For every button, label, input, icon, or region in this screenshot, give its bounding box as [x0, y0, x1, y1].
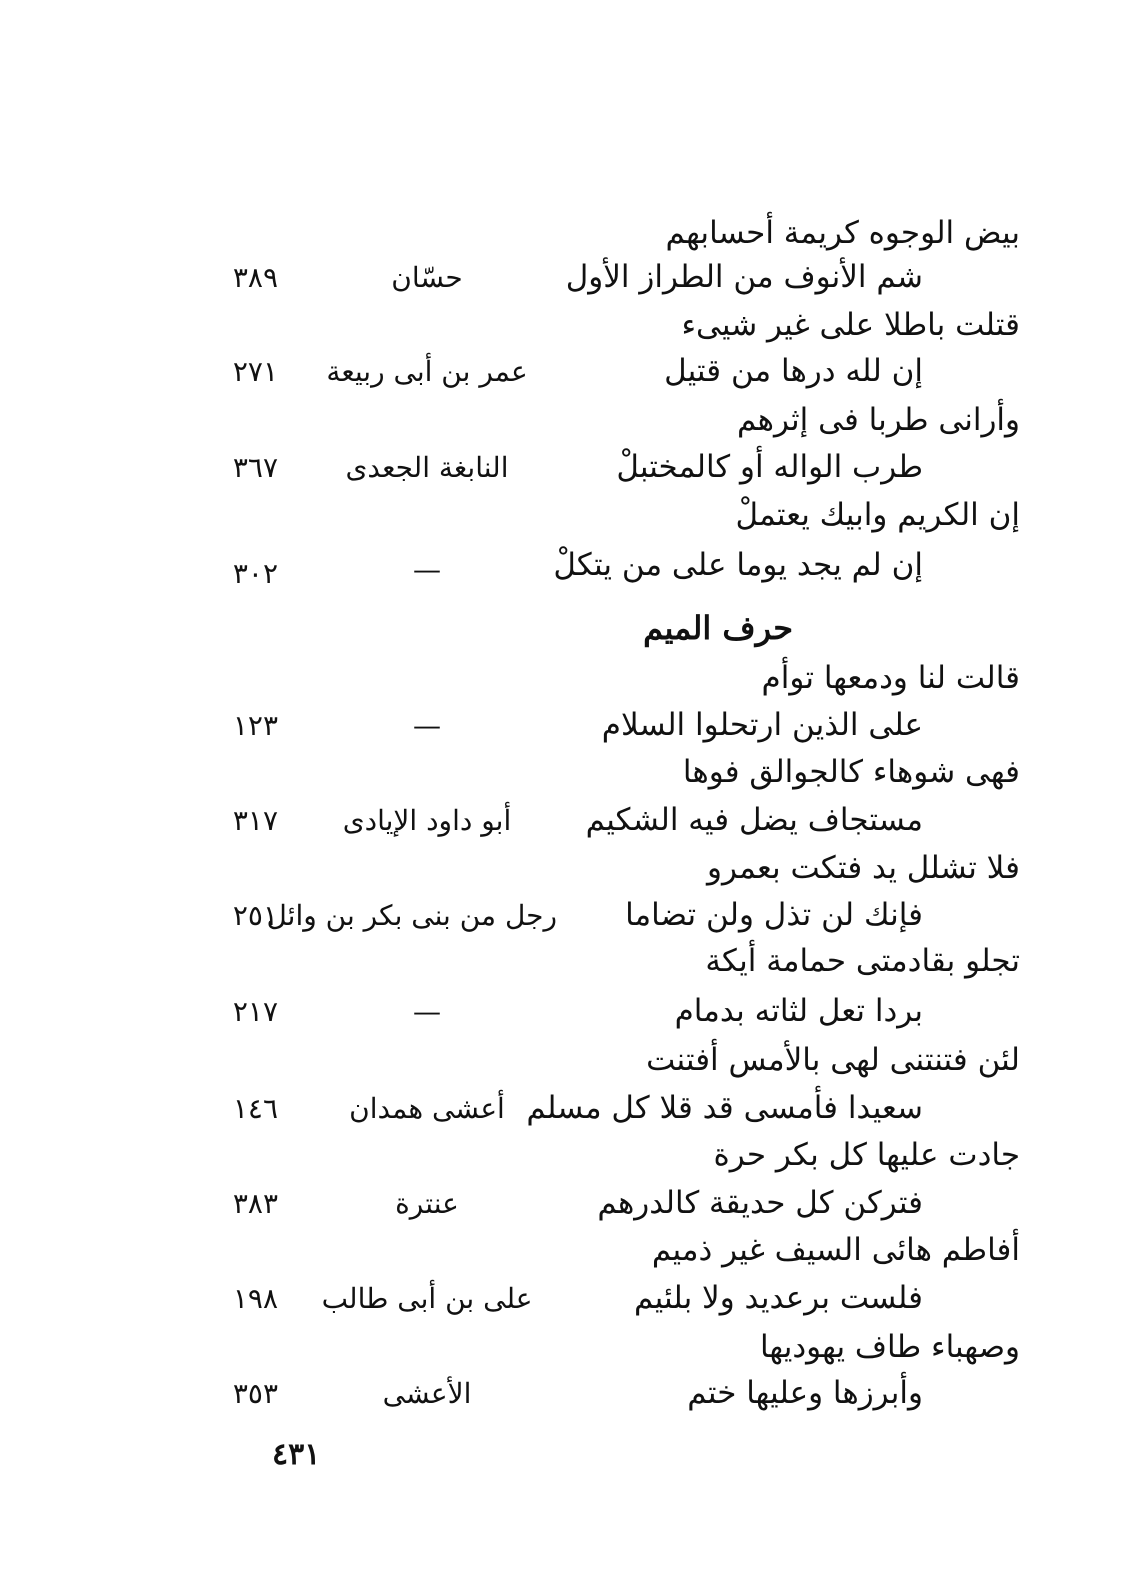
verse-second-hemistich: وأبرزها وعليها ختم — [687, 1375, 923, 1411]
poet-name: أعشى همدان — [349, 1092, 505, 1125]
page-reference: ١٩٨ — [232, 1282, 278, 1315]
verse-first-hemistich: فهى شوهاء كالجوالق فوها — [682, 754, 1020, 790]
verse-first-hemistich: تجلو بقادمتى حمامة أيكة — [705, 943, 1020, 979]
poet-name: أبو داود الإيادى — [342, 804, 512, 837]
page-reference: ١٤٦ — [232, 1092, 278, 1125]
poet-name: رجل من بنى بكر بن وائل — [266, 899, 557, 932]
verse-first-hemistich: جادت عليها كل بكر حرة — [713, 1137, 1020, 1173]
verse-second-hemistich: فتركن كل حديقة كالدرهم — [597, 1185, 923, 1221]
page-reference: ٣١٧ — [232, 804, 278, 837]
page-reference: ١٢٣ — [232, 709, 278, 742]
verse-second-hemistich: على الذين ارتحلوا السلام — [601, 707, 923, 743]
verse-second-hemistich: شم الأنوف من الطراز الأول — [565, 259, 923, 295]
verse-second-hemistich: طرب الواله أو كالمختبلْ — [616, 449, 923, 485]
page-reference: ٣٦٧ — [232, 451, 278, 484]
poet-name: على بن أبى طالب — [321, 1282, 533, 1315]
verse-first-hemistich: وصهباء طاف يهوديها — [759, 1329, 1020, 1365]
verse-second-hemistich: فإنك لن تذل ولن تضاما — [625, 897, 923, 933]
verse-first-hemistich: قالت لنا ودمعها توأم — [761, 660, 1020, 696]
poet-name: النابغة الجعدى — [345, 451, 509, 484]
section-title: حرف الميم — [643, 609, 793, 647]
verse-first-hemistich: بيض الوجوه كريمة أحسابهم — [665, 215, 1020, 251]
verse-first-hemistich: أفاطم هائى السيف غير ذميم — [651, 1232, 1020, 1268]
verse-first-hemistich: فلا تشلل يد فتكت بعمرو — [707, 850, 1020, 886]
poet-name: — — [413, 709, 441, 742]
page-reference: ٣٨٩ — [232, 261, 278, 294]
page-reference: ٣٥٣ — [232, 1377, 278, 1410]
verse-first-hemistich: وأرانى طربا فى إثرهم — [736, 402, 1020, 438]
page-reference: ٢٧١ — [232, 355, 278, 388]
page-reference: ٢١٧ — [232, 995, 278, 1028]
page-reference: ٣٨٣ — [232, 1187, 278, 1220]
verse-second-hemistich: بردا تعل لثاته بدمام — [674, 993, 923, 1029]
page-reference: ٢٥١ — [232, 899, 278, 932]
verse-first-hemistich: قتلت باطلا على غير شيىء — [681, 307, 1020, 343]
verse-second-hemistich: إن لله درها من قتيل — [664, 353, 923, 389]
verse-first-hemistich: إن الكريم وابيك يعتملْ — [735, 497, 1020, 533]
poet-name: حسّان — [391, 261, 463, 294]
verse-second-hemistich: سعيدا فأمسى قد قلا كل مسلم — [526, 1090, 923, 1126]
page-number: ٤٣١ — [272, 1437, 321, 1472]
poet-name: عمر بن أبى ربيعة — [326, 355, 528, 388]
verse-first-hemistich: لئن فتنتنى لهى بالأمس أفتنت — [646, 1042, 1020, 1078]
verse-second-hemistich: إن لم يجد يوما على من يتكلْ — [553, 547, 923, 583]
verse-second-hemistich: فلست برعديد ولا بلئيم — [633, 1280, 923, 1316]
poet-name: — — [413, 553, 441, 586]
page-reference: ٣٠٢ — [232, 557, 278, 590]
verse-second-hemistich: مستجاف يضل فيه الشكيم — [585, 802, 923, 838]
poet-name: الأعشى — [382, 1377, 472, 1410]
poet-name: — — [413, 995, 441, 1028]
poet-name: عنترة — [395, 1187, 459, 1220]
